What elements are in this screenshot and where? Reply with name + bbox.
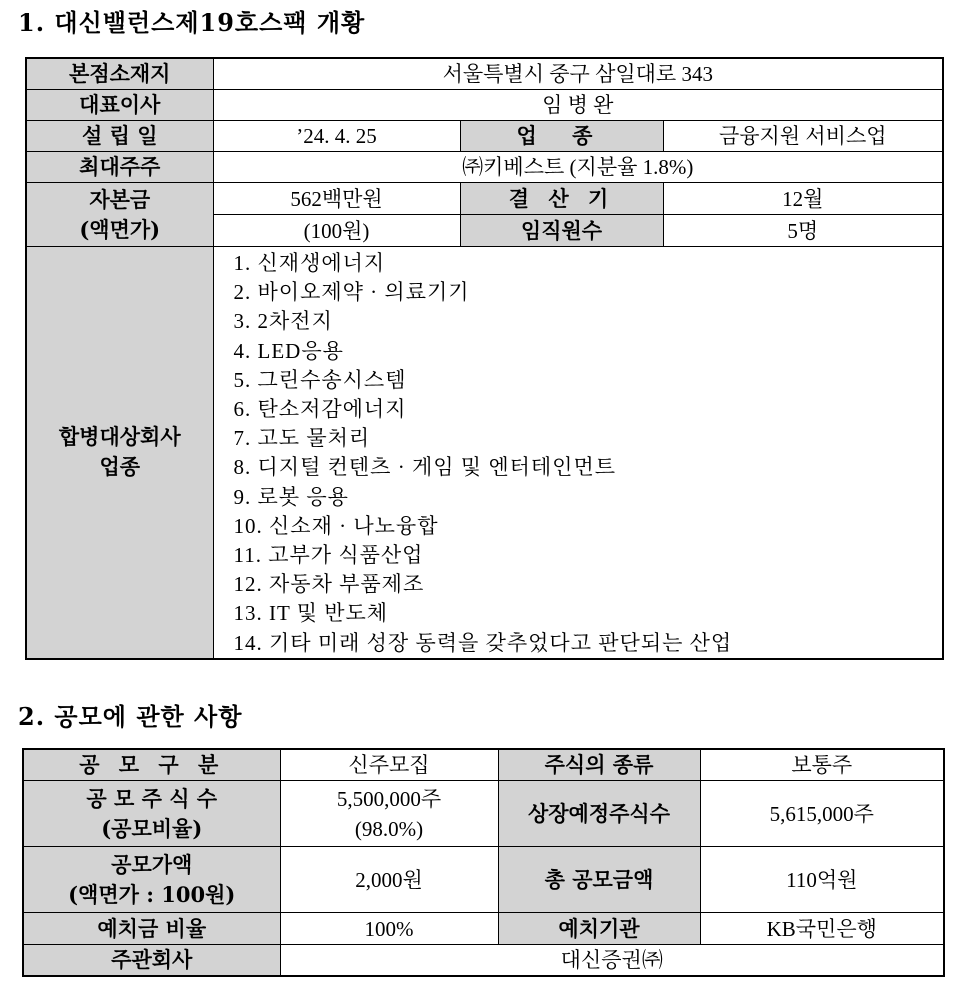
shares-value [280,781,498,847]
price-value: 2,000원 [280,847,498,913]
fiscal-value: 12월 [663,183,943,215]
founded-value: ’24. 4. 25 [213,121,460,152]
employees-label: 임직원수 [460,215,663,247]
list-item: 1. 신재생에너지 [233,251,386,275]
shares-label-line-1: 공 모 주 식 수 [86,785,218,811]
list-item: 13. IT 및 반도체 [233,601,389,626]
merger-label-line-1: 합병대상회사 [58,424,181,450]
company-overview-table [25,57,944,660]
escrow-bank-label: 예치기관 [498,913,700,945]
list-item: 2. 바이오제약 · 의료기기 [233,280,470,305]
capital-label [26,183,213,247]
shares-label-line-2: (공모비율) [101,815,203,841]
employees-value: 5명 [663,215,943,247]
list-item: 5. 그린수송시스템 [233,367,407,392]
total-amount-value: 110억원 [700,847,944,913]
escrow-ratio-value: 100% [280,913,498,945]
merger-label-line-2: 업종 [99,454,141,480]
industry-value: 금융지원 서비스업 [663,121,943,152]
merger-industries-cell [213,247,943,659]
offering-type-label: 공 모 구 분 [23,749,280,781]
par-value: (100원) [213,215,460,247]
list-item: 9. 로봇 응용 [233,484,349,509]
largest-shareholder-label: 최대주주 [26,152,213,183]
list-item: 11. 고부가 식품산업 [233,543,424,568]
ceo-label: 대표이사 [26,90,213,121]
merger-industries-list [214,249,943,658]
founded-label: 설 립 일 [26,121,213,152]
head-office-value: 서울특별시 중구 삼일대로 343 [213,58,943,90]
list-item: 3. 2차전지 [233,309,333,334]
escrow-ratio-label: 예치금 비율 [23,913,280,945]
fiscal-label: 결 산 기 [460,183,663,215]
price-label [23,847,280,913]
capital-label-line-1: 자본금 [89,186,151,212]
merger-label [26,247,213,659]
capital-label-line-2: (액면가) [79,216,161,242]
ceo-value: 임 병 완 [213,90,943,121]
shares-value-line-1: 5,500,000주 [336,786,442,811]
offering-type-value: 신주모집 [280,749,498,781]
total-amount-label: 총 공모금액 [498,847,700,913]
list-item: 10. 신소재 · 나노융합 [233,513,439,538]
section-2-title: 2. 공모에 관한 사항 [18,702,243,731]
list-item: 4. LED응용 [233,338,344,363]
price-label-line-1: 공모가액 [111,851,193,877]
stock-type-label: 주식의 종류 [498,749,700,781]
capital-value: 562백만원 [213,183,460,215]
stock-type-value: 보통주 [700,749,944,781]
underwriter-value: 대신증권㈜ [280,945,944,977]
escrow-bank-value: KB국민은행 [700,913,944,945]
shares-value-line-2: (98.0%) [354,816,424,841]
largest-shareholder-value: ㈜키베스트 (지분율 1.8%) [213,152,943,183]
shares-label [23,781,280,847]
price-label-line-2: (액면가 : 100원) [68,881,236,907]
section-1-title: 1. 대신밸런스제19호스팩 개황 [18,8,366,37]
underwriter-label: 주관회사 [23,945,280,977]
industry-label: 업 종 [460,121,663,152]
list-item: 6. 탄소저감에너지 [233,397,407,422]
list-item: 7. 고도 물처리 [233,426,371,451]
listed-shares-value: 5,615,000주 [700,781,944,847]
list-item: 14. 기타 미래 성장 동력을 갖추었다고 판단되는 산업 [233,630,733,655]
listed-shares-label: 상장예정주식수 [498,781,700,847]
offering-table [22,748,945,977]
list-item: 8. 디지털 컨텐츠 · 게임 및 엔터테인먼트 [233,455,617,480]
list-item: 12. 자동차 부품제조 [233,572,425,597]
head-office-label: 본점소재지 [26,58,213,90]
